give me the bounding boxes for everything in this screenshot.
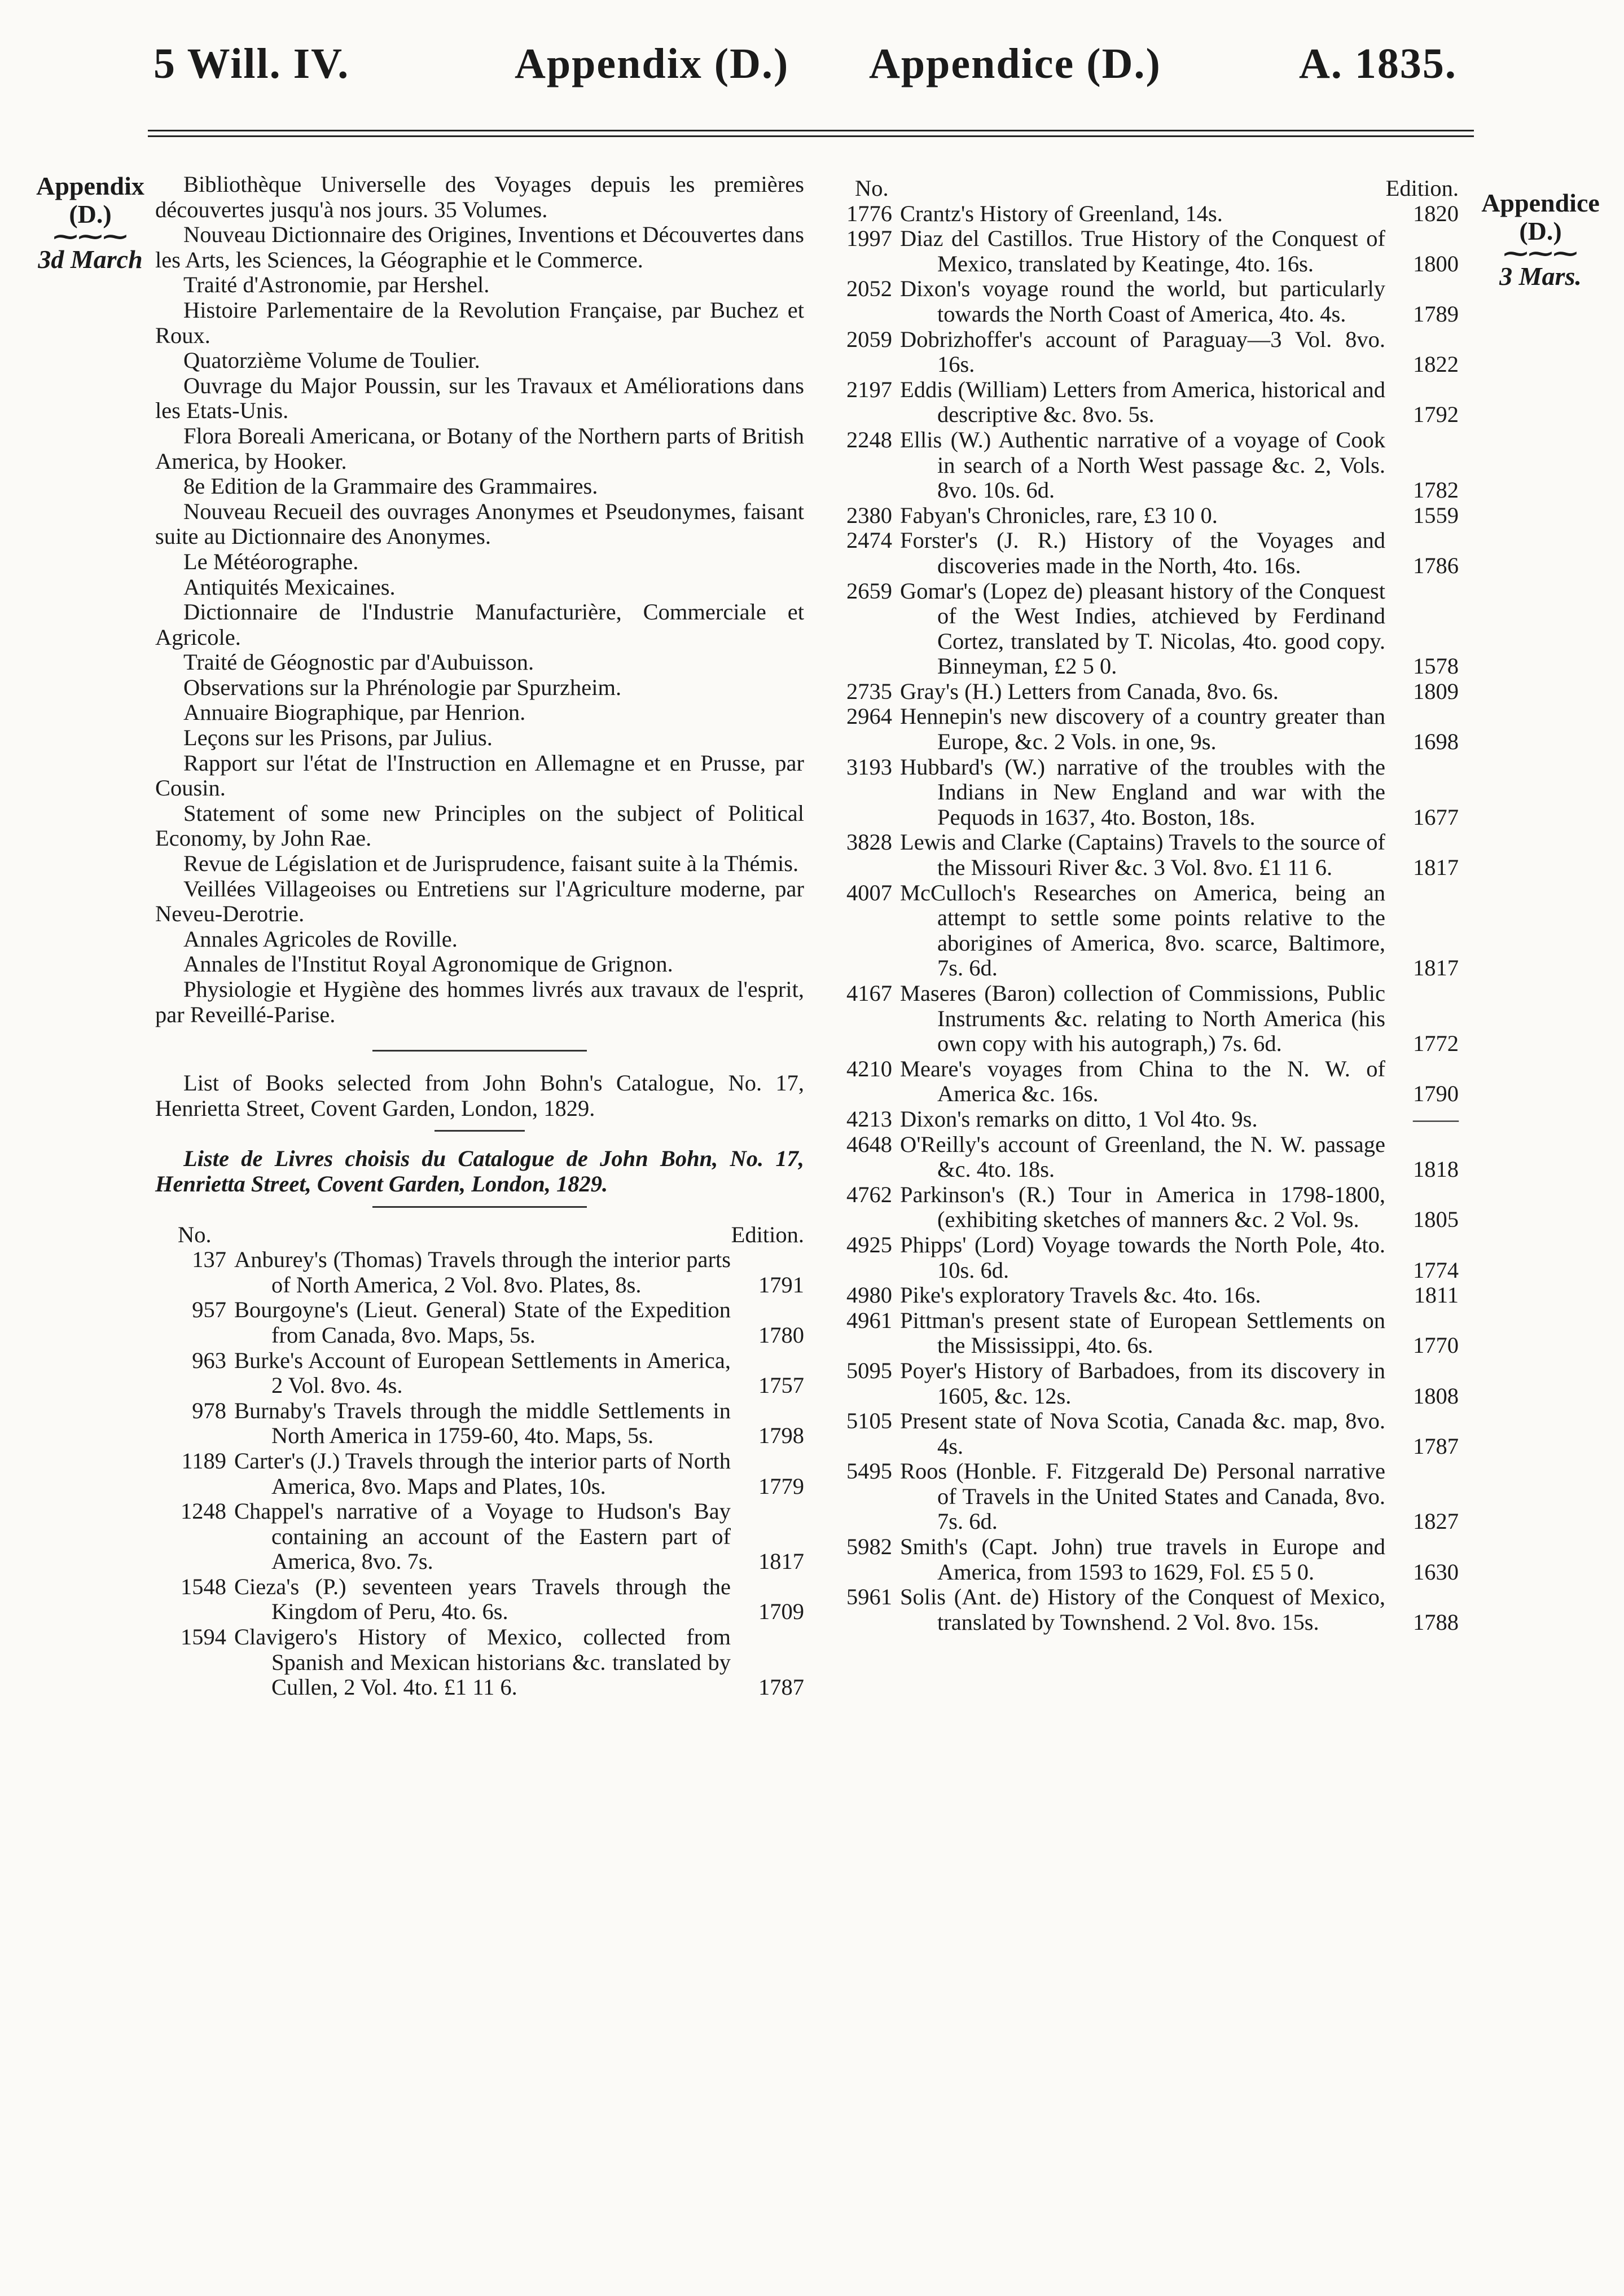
entry-title: Meare's voyages from China to the N. W. of America &c. 16s. (900, 1055, 1385, 1107)
entry-number: 1189 (181, 1448, 226, 1474)
entry-edition: 1800 (1413, 250, 1459, 276)
entry-title: Pike's exploratory Travels &c. 4to. 16s. (900, 1282, 1261, 1308)
catalogue-entry (821, 679, 1459, 705)
entry-number: 2735 (846, 678, 892, 704)
catalogue-entry (821, 276, 1459, 327)
entry-title: Forster's (J. R.) History of the Voyages and discoveries made in the North, 4to. 16s. (900, 527, 1385, 578)
entry-number: 3828 (846, 829, 892, 855)
catalogue-entry (821, 1585, 1459, 1635)
entry-number: 3193 (846, 754, 892, 780)
entry-number: 2659 (846, 578, 892, 604)
entry-title: Maseres (Baron) collection of Commissions, Public Instruments &c. relating to North America (his own copy with his autograph,) 7s. 6d. (900, 980, 1385, 1057)
book-list (155, 172, 804, 1027)
entry-number: 5961 (846, 1584, 892, 1610)
catalogue-entry (821, 1132, 1459, 1182)
entry-edition: 1774 (1413, 1257, 1459, 1283)
entry-edition: 1790 (1413, 1081, 1459, 1107)
book-item: Statement of some new Principles on the subject of Political Economy, by John Rae. (155, 800, 804, 851)
entry-edition: 1809 (1413, 678, 1459, 704)
entry-number: 5495 (846, 1458, 892, 1484)
entry-title: Hubbard's (W.) narrative of the troubles with the Indians in New England and war with the Pequods in 1637, 4to. Boston, 18s. (900, 754, 1385, 830)
entry-number: 1776 (846, 200, 892, 226)
header-center-en: Appendix (D.) (515, 40, 789, 87)
entry-number: 978 (192, 1397, 226, 1423)
entry-edition: 1805 (1413, 1207, 1459, 1233)
catalogue-entry (821, 830, 1459, 880)
col-edition-header: Edition. (731, 1221, 804, 1247)
entry-edition: 1780 (758, 1322, 804, 1348)
catalogue-entry (155, 1247, 804, 1297)
entry-edition: 1787 (758, 1674, 804, 1700)
entry-edition: —— (1413, 1106, 1459, 1132)
entry-edition: 1827 (1413, 1508, 1459, 1534)
book-item: Flora Boreali Americana, or Botany of the Northern parts of British America, by Hooker. (155, 423, 804, 474)
header-left: 5 Will. IV. (153, 40, 350, 87)
catalogue-entry (821, 327, 1459, 377)
section-divider (372, 1206, 587, 1208)
entry-edition: 1782 (1413, 477, 1459, 503)
book-item: Bibliothèque Universelle des Voyages depuis les premières découvertes jusqu'à nos jours. 35 Volumes. (155, 171, 804, 222)
entry-title: Poyer's History of Barbadoes, from its discovery in 1605, &c. 12s. (900, 1357, 1385, 1409)
entry-title: Roos (Honble. F. Fitzgerald De) Personal narrative of Travels in the United States and Canada, 8vo. 7s. 6d. (900, 1458, 1385, 1534)
left-column (155, 172, 804, 1700)
catalogue-entry (155, 1625, 804, 1700)
entry-title: Smith's (Capt. John) true travels in Europe and America, from 1593 to 1629, Fol. £5 5 0. (900, 1534, 1385, 1585)
entry-number: 5105 (846, 1408, 892, 1434)
entry-number: 4210 (846, 1055, 892, 1081)
header-center-fr: Appendice (D.) (869, 40, 1161, 87)
entry-title: Dixon's remarks on ditto, 1 Vol 4to. 9s. (900, 1106, 1258, 1132)
entry-title: Chappel's narrative of a Voyage to Hudson's Bay containing an account of the Eastern part of America, 8vo. 7s. (234, 1498, 731, 1574)
list-title-en: List of Books selected from John Bohn's Catalogue, No. 17, Henrietta Street, Covent Garden, London, 1829. (155, 1070, 804, 1121)
catalogue-entry (821, 1308, 1459, 1358)
entry-edition: 1818 (1413, 1156, 1459, 1182)
catalogue-entry (821, 528, 1459, 578)
entry-edition: 1709 (758, 1599, 804, 1625)
entry-title: Carter's (J.) Travels through the interior parts of North America, 8vo. Maps and Plates, 10s. (234, 1448, 731, 1499)
book-item: Annuaire Biographique, par Henrion. (183, 700, 526, 725)
entry-title: Burke's Account of European Settlements in America, 2 Vol. 8vo. 4s. (234, 1347, 731, 1398)
book-item: Antiquités Mexicaines. (183, 574, 396, 600)
swirl-ornament-icon: ⁓⁓⁓ (53, 223, 128, 250)
entry-number: 4762 (846, 1181, 892, 1207)
column-headers (821, 176, 1459, 201)
catalogue-entry (821, 428, 1459, 503)
catalogue-entry (821, 579, 1459, 679)
col-no-header: No. (178, 1221, 212, 1247)
book-item: Histoire Parlementaire de la Revolution Française, par Buchez et Roux. (155, 297, 804, 348)
swirl-ornament-icon: ⁓⁓⁓ (1503, 240, 1578, 267)
margin-right-line1: Appendice (1481, 188, 1600, 217)
entry-number: 2474 (846, 527, 892, 553)
margin-left-line2: (D.) (69, 200, 112, 228)
entry-title: Clavigero's History of Mexico, collected from Spanish and Mexican historians &c. translated by Cullen, 2 Vol. 4to. £1 11 6. (234, 1624, 731, 1700)
entry-title: Fabyan's Chronicles, rare, £3 10 0. (900, 502, 1218, 528)
entry-edition: 1698 (1413, 729, 1459, 755)
catalogue-entry (821, 1182, 1459, 1233)
header-rule (148, 130, 1474, 137)
book-item: Ouvrage du Major Poussin, sur les Travaux et Améliorations dans les Etats-Unis. (155, 372, 804, 424)
margin-left-line1: Appendix (36, 171, 144, 200)
catalogue-entry (821, 755, 1459, 830)
entry-edition: 1798 (758, 1423, 804, 1449)
entry-number: 1248 (181, 1498, 226, 1524)
entry-edition: 1786 (1413, 552, 1459, 578)
entry-edition: 1791 (758, 1272, 804, 1297)
entry-number: 5095 (846, 1357, 892, 1383)
margin-note-left (23, 172, 158, 274)
entry-title: Gray's (H.) Letters from Canada, 8vo. 6s. (900, 678, 1279, 704)
entry-number: 1548 (181, 1573, 226, 1599)
book-item: Traité de Géognostic par d'Aubuisson. (183, 649, 534, 675)
entry-edition: 1808 (1413, 1383, 1459, 1409)
entry-edition: 1789 (1413, 301, 1459, 327)
catalogue-entry (821, 881, 1459, 981)
entry-title: O'Reilly's account of Greenland, the N. W. passage &c. 4to. 18s. (900, 1131, 1385, 1182)
entry-number: 4648 (846, 1131, 892, 1157)
entry-title: Lewis and Clarke (Captains) Travels to the source of the Missouri River &c. 3 Vol. 8vo. £1 11 6. (900, 829, 1385, 881)
entry-edition: 1757 (758, 1373, 804, 1398)
margin-right-date: 3 Mars. (1499, 262, 1582, 291)
catalogue-entry (821, 226, 1459, 276)
catalogue-entry (821, 377, 1459, 428)
list-title-fr: Liste de Livres choisis du Catalogue de John Bohn, No. 17, Henrietta Street, Covent Garden, London, 1829. (155, 1146, 804, 1197)
entry-number: 4213 (846, 1106, 892, 1132)
catalogue-entry (155, 1297, 804, 1348)
entry-title: Ellis (W.) Authentic narrative of a voyage of Cook in search of a North West passage &c. 2, Vols. 8vo. 10s. 6d. (900, 426, 1385, 503)
entry-number: 5982 (846, 1534, 892, 1560)
book-item: Traité d'Astronomie, par Hershel. (183, 272, 490, 298)
col-edition-header: Edition. (1385, 175, 1459, 201)
entry-number: 2197 (846, 376, 892, 402)
entry-title: Eddis (William) Letters from America, historical and descriptive &c. 8vo. 5s. (900, 376, 1385, 428)
catalogue-entry (821, 1358, 1459, 1409)
entry-edition: 1817 (1413, 855, 1459, 881)
entry-title: Parkinson's (R.) Tour in America in 1798-1800, (exhibiting sketches of manners &c. 2 Vol. 9s. (900, 1181, 1385, 1233)
entry-title: Phipps' (Lord) Voyage towards the North Pole, 4to. 10s. 6d. (900, 1231, 1385, 1283)
entry-edition: 1779 (758, 1473, 804, 1499)
entry-edition: 1792 (1413, 402, 1459, 428)
entry-number: 4007 (846, 879, 892, 905)
catalogue-entry (821, 1107, 1459, 1132)
entry-title: Anburey's (Thomas) Travels through the interior parts of North America, 2 Vol. 8vo. Plates, 8s. (234, 1247, 731, 1297)
entry-title: Diaz del Castillos. True History of the Conquest of Mexico, translated by Keatinge, 4to. 16s. (900, 226, 1385, 276)
book-item: Quatorzième Volume de Toulier. (183, 348, 480, 373)
catalogue-entry (821, 1057, 1459, 1107)
catalogue-entry (821, 1409, 1459, 1459)
book-item: Dictionnaire de l'Industrie Manufacturière, Commerciale et Agricole. (155, 599, 804, 650)
entry-title: Solis (Ant. de) History of the Conquest of Mexico, translated by Townshend. 2 Vol. 8vo. 15s. (900, 1584, 1385, 1635)
entry-edition: 1559 (1413, 502, 1459, 528)
catalogue-entries (155, 1247, 804, 1700)
entry-edition: 1817 (1413, 955, 1459, 981)
entry-number: 957 (192, 1297, 226, 1323)
book-item: Revue de Législation et de Jurisprudence, faisant suite à la Thémis. (183, 851, 799, 877)
entry-edition: 1772 (1413, 1031, 1459, 1057)
book-item: Le Météorographe. (183, 548, 359, 574)
entry-title: Gomar's (Lopez de) pleasant history of the Conquest of the West Indies, atchieved by Ferdinand Cortez, translated by T. Nicolas, 4to. good copy. Binneyman, £2 5 0. (900, 578, 1385, 679)
catalogue-entry (821, 1534, 1459, 1585)
entry-number: 1594 (181, 1624, 226, 1650)
entry-edition: 1822 (1413, 351, 1459, 377)
catalogue-entry (155, 1449, 804, 1499)
book-item: 8e Edition de la Grammaire des Grammaires. (183, 473, 598, 499)
entry-title: Bourgoyne's (Lieut. General) State of the Expedition from Canada, 8vo. Maps, 5s. (234, 1297, 731, 1348)
catalogue-entry (821, 1233, 1459, 1283)
book-item: Nouveau Dictionnaire des Origines, Inventions et Découvertes dans les Arts, les Sciences, la Géographie et le Commerce. (155, 222, 804, 272)
catalogue-entry (821, 704, 1459, 754)
column-headers (155, 1222, 804, 1248)
entry-number: 963 (192, 1347, 226, 1373)
entry-title: Dobrizhoffer's account of Paraguay—3 Vol. 8vo. 16s. (900, 326, 1385, 377)
entry-edition: 1787 (1413, 1433, 1459, 1459)
catalogue-entry (155, 1574, 804, 1625)
right-column (821, 176, 1459, 1635)
book-item: Annales Agricoles de Roville. (183, 926, 458, 952)
catalogue-entry (155, 1348, 804, 1398)
header-right: A. 1835. (1299, 40, 1457, 87)
entry-number: 2059 (846, 326, 892, 352)
entry-edition: 1770 (1413, 1332, 1459, 1358)
entry-title: McCulloch's Researches on America, being an attempt to settle some points relative to the aborigines of America, 8vo. scarce, Baltimore, 7s. 6d. (900, 879, 1385, 981)
book-item: Nouveau Recueil des ouvrages Anonymes et Pseudonymes, faisant suite au Dictionnaire des Anonymes. (155, 498, 804, 549)
book-item: Leçons sur les Prisons, par Julius. (183, 725, 493, 751)
entry-edition: 1811 (1414, 1282, 1459, 1308)
entry-number: 2964 (846, 703, 892, 729)
col-no-header: No. (855, 175, 889, 201)
entry-title: Hennepin's new discovery of a country greater than Europe, &c. 2 Vols. in one, 9s. (900, 703, 1385, 755)
catalogue-entry (821, 981, 1459, 1057)
section-divider (372, 1050, 587, 1052)
entry-number: 4961 (846, 1307, 892, 1333)
entry-number: 2052 (846, 276, 892, 302)
catalogue-entry (155, 1398, 804, 1449)
entry-number: 1997 (846, 226, 892, 252)
entry-number: 4925 (846, 1231, 892, 1257)
entry-edition: 1817 (758, 1549, 804, 1574)
entry-title: Crantz's History of Greenland, 14s. (900, 200, 1223, 226)
margin-left-date: 3d March (38, 245, 143, 274)
book-item: Rapport sur l'état de l'Instruction en Allemagne et en Prusse, par Cousin. (155, 750, 804, 801)
catalogue-entry (821, 1283, 1459, 1308)
entry-edition: 1578 (1413, 653, 1459, 679)
catalogue-entry (821, 503, 1459, 529)
margin-note-right (1470, 189, 1611, 291)
entry-number: 137 (192, 1247, 226, 1273)
entry-title: Pittman's present state of European Settlements on the Mississippi, 4to. 6s. (900, 1307, 1385, 1358)
entry-number: 4167 (846, 980, 892, 1006)
entry-title: Cieza's (P.) seventeen years Travels through the Kingdom of Peru, 4to. 6s. (234, 1573, 731, 1625)
entry-title: Dixon's voyage round the world, but particularly towards the North Coast of America, 4to. 4s. (900, 276, 1385, 327)
entry-number: 4980 (846, 1282, 892, 1308)
entry-number: 2248 (846, 426, 892, 452)
catalogue-entry (155, 1499, 804, 1574)
entry-title: Burnaby's Travels through the middle Settlements in North America in 1759-60, 4to. Maps, 5s. (234, 1397, 731, 1449)
catalogue-entry (821, 1459, 1459, 1534)
entry-edition: 1630 (1413, 1559, 1459, 1585)
section-divider (434, 1130, 525, 1132)
book-item: Observations sur la Phrénologie par Spurzheim. (183, 674, 622, 700)
margin-right-line2: (D.) (1519, 217, 1562, 245)
catalogue-entries (821, 201, 1459, 1635)
book-item: Annales de l'Institut Royal Agronomique de Grignon. (183, 951, 673, 977)
entry-edition: 1820 (1413, 200, 1459, 226)
entry-edition: 1788 (1413, 1609, 1459, 1635)
entry-number: 2380 (846, 502, 892, 528)
book-item: Veillées Villageoises ou Entretiens sur l'Agriculture moderne, par Neveu-Derotrie. (155, 876, 804, 927)
catalogue-entry (821, 201, 1459, 227)
book-item: Physiologie et Hygiène des hommes livrés aux travaux de l'esprit, par Reveillé-Parise. (155, 977, 804, 1027)
entry-title: Present state of Nova Scotia, Canada &c. map, 8vo. 4s. (900, 1408, 1385, 1459)
entry-edition: 1677 (1413, 804, 1459, 830)
